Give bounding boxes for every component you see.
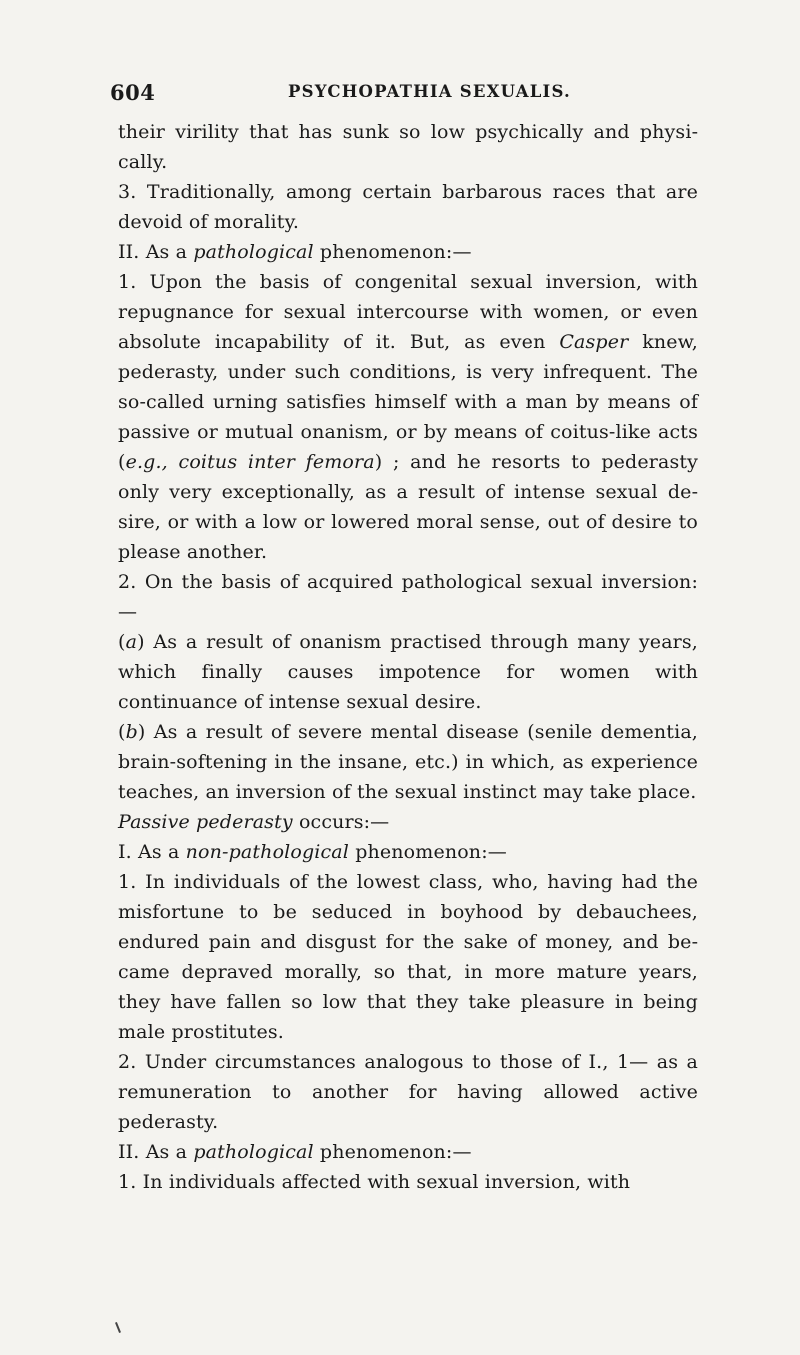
text-run: II. As a [118, 1141, 194, 1163]
paragraph [118, 627, 698, 717]
paragraph [118, 1167, 698, 1197]
text-run: ( [118, 721, 126, 743]
text-run: 2. On the basis of acquired pathological sexual inversion:— [118, 571, 698, 623]
paragraph [118, 837, 698, 867]
text-run: II. As a [118, 241, 194, 263]
italic-text: pathological [193, 241, 314, 263]
text-run: 1. In individuals of the lowest class, who, having had the misfortune to be seduced in boyhood by debauchees, endured pain and disgust for the sake of money, and became depraved morally, so that, in more mature years, they have fallen so low that they take pleasure in being male prostitutes. [118, 871, 698, 1043]
running-head: PSYCHOPATHIA SEXUALIS. [288, 82, 571, 101]
page-number: 604 [110, 80, 156, 105]
text-run: 1. Upon the basis of congenital sexual inversion, with repugnance for sexual intercourse with women, or even absolute incapability of it. But, as even [118, 271, 698, 353]
body-text [118, 117, 698, 1197]
text-run: ) ; and he resorts to pederasty only very exceptionally, as a result of intense sexual desire, or with a low or lowered moral sense, out of desire to please another. [118, 451, 699, 563]
text-run: I. As a [118, 841, 186, 863]
italic-text: pathological [193, 1141, 314, 1163]
text-run: occurs:— [292, 811, 390, 833]
italic-text: b [125, 721, 138, 743]
text-run: phenomenon:— [349, 841, 507, 863]
stray-mark [115, 1322, 121, 1333]
text-run: knew, pederasty, under such conditions, is very infrequent. The so-called urning satisfies himself with a man by means of passive or mutual onanism, or by means of coitus-like acts ( [118, 331, 698, 473]
italic-text: non-pathological [185, 841, 350, 863]
text-run: their virility that has sunk so low psychically and physically. [118, 121, 698, 173]
italic-text: e.g., coitus inter femora [125, 451, 375, 473]
italic-text: Casper [559, 331, 629, 353]
text-run: 3. Traditionally, among certain barbarous races that are devoid of morality. [118, 181, 698, 233]
text-run: 2. Under circumstances analogous to those of I., 1— as a remuneration to another for having allowed active pederasty. [118, 1051, 698, 1133]
text-run: ( [118, 631, 126, 653]
paragraph [118, 117, 698, 177]
paragraph [118, 867, 698, 1047]
page-header [110, 80, 700, 106]
paragraph [118, 1137, 698, 1167]
italic-text: a [125, 631, 138, 653]
paragraph [118, 177, 698, 237]
paragraph [118, 1047, 698, 1137]
paragraph [118, 267, 698, 567]
paragraph [118, 807, 698, 837]
paragraph [118, 567, 698, 627]
text-run: phenomenon:— [313, 1141, 472, 1163]
italic-text: Passive pederasty [118, 811, 293, 833]
text-run: 1. In individuals affected with sexual inversion, with [118, 1171, 631, 1193]
paragraph [118, 237, 698, 267]
paragraph [118, 717, 698, 807]
text-run: ) As a result of onanism practised through many years, which finally causes impotence for women with continuance of intense sexual desire. [118, 631, 698, 713]
text-run: phenomenon:— [313, 241, 472, 263]
text-run: ) As a result of severe mental disease (senile dementia, brain-softening in the insane, etc.) in which, as experience teaches, an inversion of the sexual instinct may take place. [118, 721, 698, 803]
